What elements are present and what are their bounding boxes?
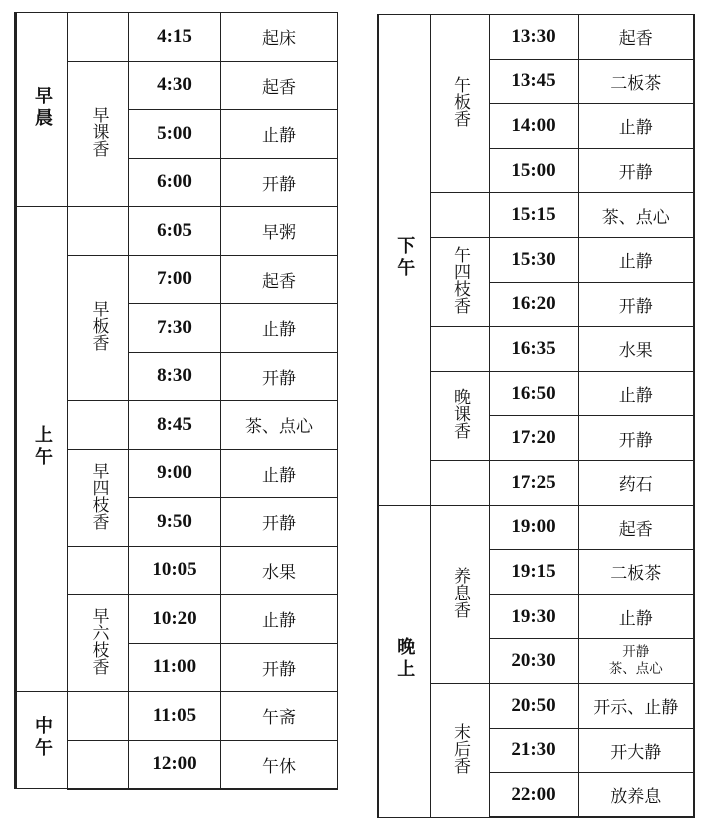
time-cell: 10:05: [129, 546, 221, 595]
activity-cell: 开静: [578, 282, 694, 327]
session-cell-empty: [68, 740, 129, 789]
activity-cell: 开静: [221, 643, 338, 692]
activity-cell: 茶、点心: [578, 193, 694, 238]
session-label: 早四枝香: [88, 461, 109, 530]
period-cell: [16, 13, 68, 207]
session-label: 早课香: [88, 106, 109, 158]
period-label: 上午: [32, 425, 53, 469]
session-label: 早板香: [88, 300, 109, 352]
time-cell: 16:50: [489, 371, 578, 416]
table-row: [378, 505, 694, 550]
session-cell: [430, 237, 489, 326]
time-cell: 9:50: [129, 498, 221, 547]
table-row: [16, 207, 338, 256]
time-cell: 4:15: [129, 13, 221, 62]
period-cell: [378, 505, 430, 817]
session-label: 养息香: [450, 566, 470, 618]
session-label: 午四枝香: [450, 246, 470, 315]
activity-cell: 开静: [578, 148, 694, 193]
session-cell-empty: [68, 13, 129, 62]
period-label: 早晨: [32, 85, 53, 130]
session-cell-empty: [430, 327, 489, 372]
time-cell: 7:30: [129, 304, 221, 353]
session-label: 早六枝香: [88, 607, 109, 675]
period-label: 下午: [394, 235, 416, 280]
time-cell: 13:30: [489, 15, 578, 60]
activity-cell: 起香: [221, 61, 338, 110]
activity-cell: 二板茶: [578, 550, 694, 595]
session-cell-empty: [68, 546, 129, 595]
activity-cell: 放养息: [578, 773, 694, 818]
session-cell: [430, 505, 489, 683]
session-label: 午板香: [450, 76, 470, 128]
time-cell: 7:00: [129, 255, 221, 304]
activity-cell: 水果: [221, 546, 338, 595]
activity-cell: 开静: [221, 498, 338, 547]
activity-cell: 起香: [221, 255, 338, 304]
time-cell: 5:00: [129, 110, 221, 159]
time-cell: 17:20: [489, 416, 578, 461]
activity-cell: 止静: [578, 237, 694, 282]
session-cell: [430, 371, 489, 460]
period-label: 晚上: [394, 637, 416, 682]
activity-cell: 起香: [578, 505, 694, 550]
activity-cell: 午斋: [221, 692, 338, 741]
session-cell: [68, 449, 129, 546]
table-row: [16, 692, 338, 741]
schedule-table-morning: [14, 12, 338, 790]
activity-cell: 早粥: [221, 207, 338, 256]
activity-cell: 止静: [578, 371, 694, 416]
session-cell-empty: [68, 692, 129, 741]
session-cell: [430, 683, 489, 817]
time-cell: 8:45: [129, 401, 221, 450]
time-cell: 10:20: [129, 595, 221, 644]
activity-cell: 止静: [578, 594, 694, 639]
time-cell: 19:30: [489, 594, 578, 639]
activity-cell: 开静: [221, 158, 338, 207]
time-cell: 20:30: [489, 639, 578, 684]
time-cell: 9:00: [129, 449, 221, 498]
activity-cell: 开静 茶、点心: [578, 639, 694, 684]
session-cell-empty: [68, 401, 129, 450]
period-label: 中午: [32, 716, 53, 760]
period-cell: [16, 692, 68, 789]
time-cell: 15:30: [489, 237, 578, 282]
session-cell-empty: [430, 193, 489, 238]
activity-cell: 开静: [578, 416, 694, 461]
activity-cell: 止静: [221, 449, 338, 498]
activity-cell: 起床: [221, 13, 338, 62]
activity-cell: 药石: [578, 460, 694, 505]
time-cell: 19:15: [489, 550, 578, 595]
activity-cell: 起香: [578, 15, 694, 60]
time-cell: 15:15: [489, 193, 578, 238]
activity-cell: 水果: [578, 327, 694, 372]
time-cell: 6:05: [129, 207, 221, 256]
activity-cell: 止静: [221, 110, 338, 159]
time-cell: 8:30: [129, 352, 221, 401]
time-cell: 11:05: [129, 692, 221, 741]
time-cell: 17:25: [489, 460, 578, 505]
table-row: [378, 15, 694, 60]
time-cell: 19:00: [489, 505, 578, 550]
session-label: 晚课香: [450, 388, 470, 440]
time-cell: 21:30: [489, 728, 578, 773]
activity-cell: 二板茶: [578, 59, 694, 104]
period-cell: [378, 15, 430, 506]
time-cell: 15:00: [489, 148, 578, 193]
time-cell: 16:35: [489, 327, 578, 372]
time-cell: 14:00: [489, 104, 578, 149]
time-cell: 4:30: [129, 61, 221, 110]
time-cell: 22:00: [489, 773, 578, 818]
activity-cell: 止静: [221, 595, 338, 644]
time-cell: 11:00: [129, 643, 221, 692]
session-cell-empty: [430, 460, 489, 505]
session-cell: [430, 15, 489, 193]
session-cell: [68, 595, 129, 692]
session-cell: [68, 255, 129, 401]
time-cell: 6:00: [129, 158, 221, 207]
time-cell: 20:50: [489, 683, 578, 728]
session-cell: [68, 61, 129, 207]
time-cell: 16:20: [489, 282, 578, 327]
schedule-table-afternoon-evening: [377, 14, 695, 818]
activity-cell: 止静: [578, 104, 694, 149]
activity-cell: 茶、点心: [221, 401, 338, 450]
activity-cell: 午休: [221, 740, 338, 789]
time-cell: 12:00: [129, 740, 221, 789]
activity-cell: 开静: [221, 352, 338, 401]
activity-cell: 开大静: [578, 728, 694, 773]
session-cell-empty: [68, 207, 129, 256]
activity-cell: 开示、止静: [578, 683, 694, 728]
table-row: [16, 13, 338, 62]
session-label: 末后香: [450, 722, 470, 774]
activity-cell: 止静: [221, 304, 338, 353]
time-cell: 13:45: [489, 59, 578, 104]
period-cell: [16, 207, 68, 692]
